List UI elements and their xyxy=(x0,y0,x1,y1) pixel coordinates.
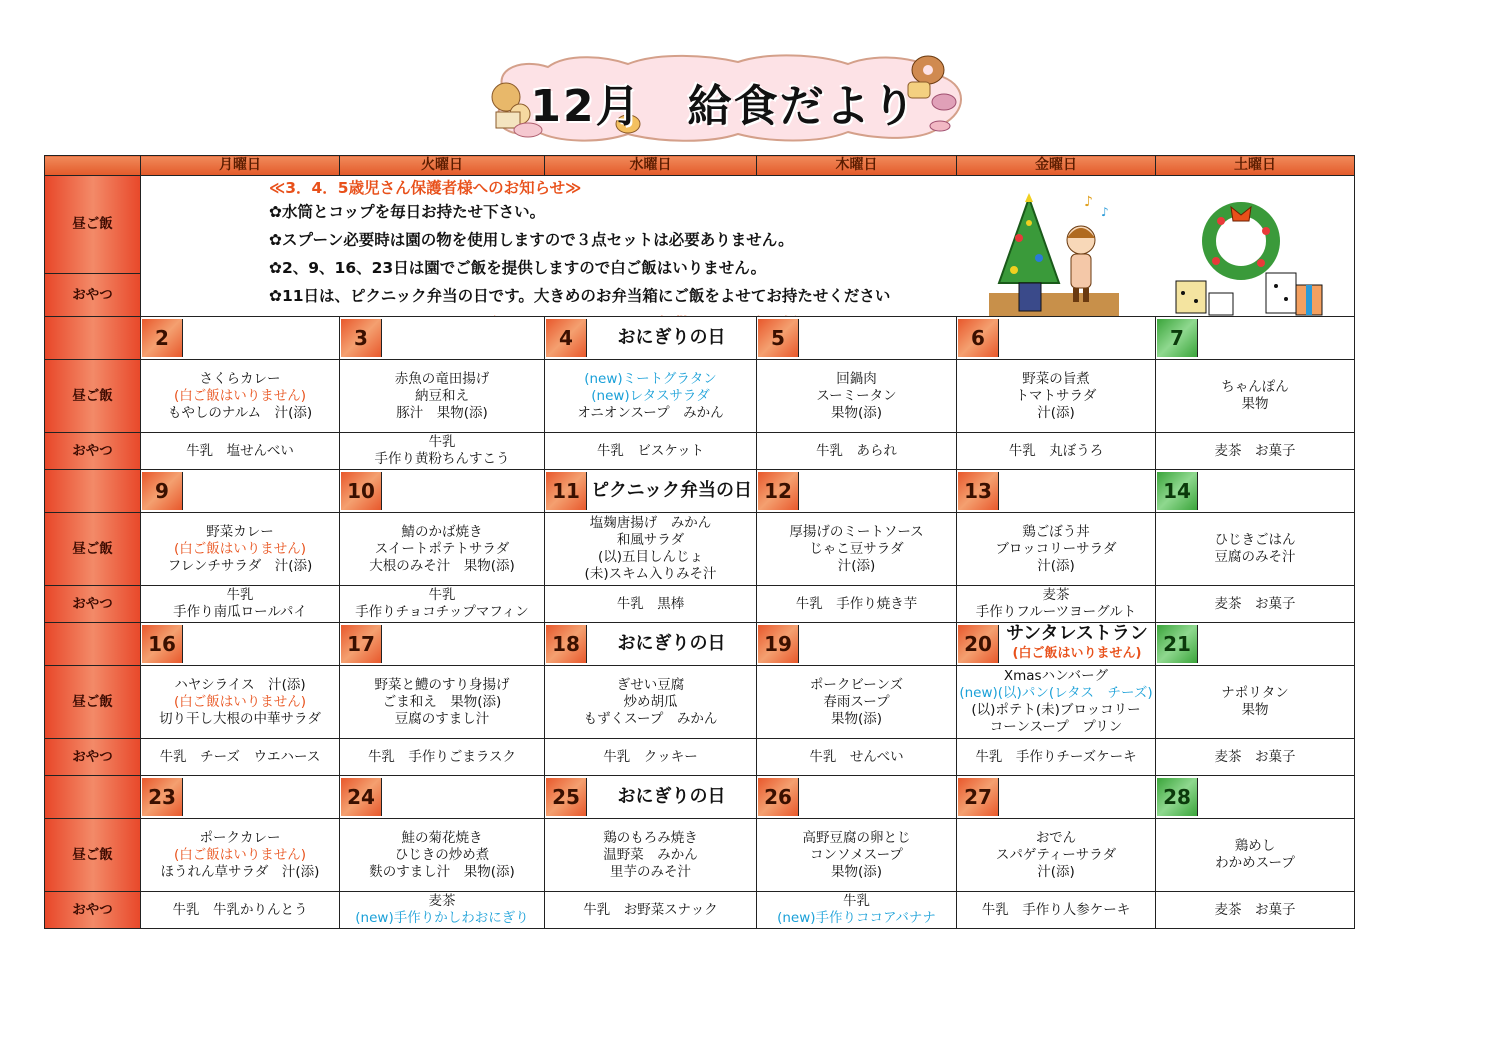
lunch-menu-item: スイートポテトサラダ xyxy=(374,540,510,557)
row-label-lunch: 昼ご飯 xyxy=(45,360,141,433)
lunch-menu-item: 厚揚げのミートソース xyxy=(789,523,924,540)
snack-row xyxy=(45,433,1355,470)
snack-menu-cell xyxy=(340,586,545,623)
wreath-icon xyxy=(1171,201,1331,317)
lunch-menu-cell xyxy=(141,666,340,739)
lunch-menu-item: 納豆和え xyxy=(415,387,469,404)
snack-menu-cell xyxy=(141,892,340,929)
lunch-menu-item: (new)(以)パン(レタス チーズ) xyxy=(959,685,1153,701)
lunch-menu-item: 和風サラダ xyxy=(616,532,685,548)
lunch-menu-item: オニオンスープ みかん xyxy=(577,404,724,421)
date-number: 5 xyxy=(758,319,799,357)
day-cell xyxy=(1156,623,1355,666)
snack-menu-cell xyxy=(141,586,340,623)
snack-menu-cell xyxy=(757,433,957,470)
day-header xyxy=(1156,776,1354,818)
snack-menu-item: (new)手作りココアバナナ xyxy=(777,910,936,926)
day-header xyxy=(757,776,956,818)
lunch-row xyxy=(45,819,1355,892)
lunch-menu-item: 鯖のかば焼き xyxy=(401,523,483,540)
day-cell xyxy=(957,317,1156,360)
lunch-menu-item: ぎせい豆腐 xyxy=(616,676,685,693)
weekday-thursday: 木曜日 xyxy=(757,156,957,176)
notice-item: ✿2、9、16、23日は園でご飯を提供しますので白ご飯はいりません。 xyxy=(269,259,767,277)
snack-menu-cell xyxy=(545,586,757,623)
snack-menu-item: 麦茶 xyxy=(1042,587,1070,603)
day-header xyxy=(957,317,1155,359)
lunch-menu-item: (未)スキム入りみそ汁 xyxy=(584,566,717,582)
svg-text:♪: ♪ xyxy=(1084,194,1093,210)
day-cell xyxy=(1156,470,1355,513)
lunch-menu-item: 汁(添) xyxy=(1037,557,1075,574)
notice-item: ✿水筒とコップを毎日お持たせ下さい。 xyxy=(269,203,546,221)
day-header xyxy=(957,470,1155,512)
lunch-menu-item: じゃこ豆サラダ xyxy=(809,540,904,557)
event-title: ピクニック弁当の日 xyxy=(591,480,752,501)
snack-menu-item: 牛乳 牛乳かりんとう xyxy=(172,901,308,918)
event-title: おにぎりの日 xyxy=(617,327,726,348)
day-header xyxy=(957,776,1155,818)
day-cell xyxy=(545,470,757,513)
day-cell xyxy=(545,317,757,360)
snack-menu-item: 牛乳 手作り人参ケーキ xyxy=(981,901,1131,918)
day-header xyxy=(1156,623,1354,665)
lunch-menu-item: スパゲティーサラダ xyxy=(995,846,1117,863)
day-cell xyxy=(957,623,1156,666)
day-cell xyxy=(340,470,545,513)
lunch-menu-item: 高野豆腐の卵とじ xyxy=(802,829,911,846)
snack-menu-item: 手作り南瓜ロールパイ xyxy=(173,604,307,620)
lunch-menu-item: コーンスープ プリン xyxy=(989,719,1123,735)
lunch-menu-cell xyxy=(340,819,545,892)
day-cell xyxy=(340,776,545,819)
lunch-menu-item: (new)レタスサラダ xyxy=(591,387,710,404)
day-header xyxy=(545,317,756,359)
lunch-menu-item: (以)ポテト(未)ブロッコリー xyxy=(971,702,1141,718)
lunch-menu-item: 大根のみそ汁 果物(添) xyxy=(369,557,515,574)
snack-menu-cell xyxy=(141,433,340,470)
lunch-menu-cell xyxy=(340,360,545,433)
lunch-menu-item: (白ご飯はいりません) xyxy=(173,540,307,557)
lunch-menu-cell xyxy=(545,513,757,586)
snack-menu-item: 牛乳 黒棒 xyxy=(616,595,685,612)
weekday-header-row xyxy=(45,156,1355,176)
row-label-lunch: 昼ご飯 xyxy=(45,666,141,739)
lunch-menu-cell xyxy=(1156,666,1355,739)
notice-highlight xyxy=(269,310,969,317)
lunch-menu-cell xyxy=(545,819,757,892)
lunch-menu-cell xyxy=(141,513,340,586)
lunch-row xyxy=(45,666,1355,739)
lunch-menu-item: もずくスープ みかん xyxy=(583,710,718,727)
lunch-menu-cell xyxy=(957,513,1156,586)
lunch-menu-cell xyxy=(545,360,757,433)
snack-menu-cell xyxy=(1156,739,1355,776)
date-number: 24 xyxy=(341,778,382,816)
snack-menu-item: 麦茶 お菓子 xyxy=(1214,901,1296,918)
day-cell xyxy=(141,470,340,513)
row-label-snack: おやつ xyxy=(45,274,141,317)
date-number: 11 xyxy=(546,472,587,510)
day-cell xyxy=(1156,317,1355,360)
day-header xyxy=(1156,317,1354,359)
date-number: 23 xyxy=(142,778,183,816)
date-row xyxy=(45,317,1355,360)
lunch-menu-item: 果物 xyxy=(1241,396,1269,412)
day-header xyxy=(340,470,544,512)
day-event xyxy=(587,787,756,807)
row-label-blank xyxy=(45,776,141,819)
snack-menu-cell xyxy=(1156,892,1355,929)
day-header xyxy=(957,623,1155,665)
lunch-menu-item: 切り干し大根の中華サラダ xyxy=(159,710,321,727)
lunch-menu-item: Xmasハンバーグ xyxy=(1003,668,1109,684)
lunch-menu-item: フレンチサラダ 汁(添) xyxy=(167,557,313,574)
row-label-blank xyxy=(45,317,141,360)
snack-menu-cell xyxy=(340,892,545,929)
lunch-menu-item: ごま和え 果物(添) xyxy=(382,693,502,710)
day-event xyxy=(587,328,756,348)
lunch-menu-item: コンソメスープ xyxy=(810,846,903,863)
snack-menu-item: 牛乳 xyxy=(226,587,254,603)
lunch-menu-item: もやしのナルム 汁(添) xyxy=(167,404,313,421)
weekday-friday: 金曜日 xyxy=(957,156,1156,176)
lunch-menu-item: 鶏ごぼう丼 xyxy=(1022,523,1090,540)
lunch-menu-item: わかめスープ xyxy=(1215,855,1295,871)
snack-menu-item: 麦茶 xyxy=(428,893,456,909)
snack-menu-item: 牛乳 手作りごまラスク xyxy=(367,748,517,765)
day-cell xyxy=(545,623,757,666)
header-corner xyxy=(45,156,141,176)
day-header xyxy=(757,623,956,665)
date-number: 16 xyxy=(142,625,183,663)
day-header xyxy=(545,470,756,512)
snack-menu-cell xyxy=(545,892,757,929)
snack-menu-item: 牛乳 ビスケット xyxy=(596,442,705,459)
lunch-menu-item: スーミータン xyxy=(816,387,897,404)
row-label-snack: おやつ xyxy=(45,739,141,776)
day-cell xyxy=(757,470,957,513)
lunch-menu-item: 野菜カレー xyxy=(206,523,274,540)
snack-menu-cell xyxy=(757,892,957,929)
notice-item: ✿11日は、ピクニック弁当の日です。大きめのお弁当箱にご飯をよせてお持たせください xyxy=(269,287,891,305)
snack-row xyxy=(45,586,1355,623)
svg-text:♪: ♪ xyxy=(1101,205,1109,219)
date-number: 18 xyxy=(546,625,587,663)
lunch-menu-cell xyxy=(340,666,545,739)
lunch-menu-item: (白ご飯はいりません) xyxy=(173,693,307,710)
snack-menu-cell xyxy=(340,739,545,776)
snack-menu-item: 麦茶 お菓子 xyxy=(1214,442,1296,459)
lunch-menu-item: ポークビーンズ xyxy=(809,676,904,693)
lunch-menu-cell xyxy=(957,666,1156,739)
snack-menu-cell xyxy=(957,433,1156,470)
notice-item: ✿スプーン必要時は園の物を使用しますので３点セットは必要ありません。 xyxy=(269,231,794,249)
lunch-row xyxy=(45,513,1355,586)
title-banner xyxy=(478,52,970,142)
snack-menu-cell xyxy=(957,739,1156,776)
day-cell xyxy=(141,623,340,666)
event-title: おにぎりの日 xyxy=(617,633,726,654)
date-number: 2 xyxy=(142,319,183,357)
lunch-menu-item: ブロッコリーサラダ xyxy=(995,540,1117,557)
day-header xyxy=(757,317,956,359)
snack-menu-item: 牛乳 せんべい xyxy=(809,748,904,765)
date-row xyxy=(45,776,1355,819)
lunch-menu-item: 汁(添) xyxy=(837,557,876,574)
snack-menu-item: 麦茶 お菓子 xyxy=(1214,748,1296,765)
date-number: 14 xyxy=(1157,472,1198,510)
lunch-menu-item: 果物(添) xyxy=(830,404,883,421)
snack-menu-item: 手作りフルーツヨーグルト xyxy=(975,604,1137,620)
lunch-menu-item: 春雨スープ xyxy=(823,693,890,710)
lunch-menu-item: 果物 xyxy=(1241,702,1269,718)
date-number: 17 xyxy=(341,625,382,663)
snack-menu-item: 牛乳 丸ぼうろ xyxy=(1008,442,1104,459)
lunch-menu-item: 汁(添) xyxy=(1037,404,1075,421)
lunch-menu-cell xyxy=(1156,360,1355,433)
snack-menu-cell xyxy=(957,586,1156,623)
lunch-menu-item: (以)五目しんじょ xyxy=(597,549,704,565)
lunch-menu-item: ほうれん草サラダ 汁(添) xyxy=(160,863,320,880)
day-cell xyxy=(340,317,545,360)
notice-box xyxy=(141,176,1355,317)
date-number: 12 xyxy=(758,472,799,510)
christmas-tree-icon xyxy=(989,188,1119,317)
day-header xyxy=(1156,470,1354,512)
day-header xyxy=(545,623,756,665)
date-number: 9 xyxy=(142,472,183,510)
lunch-menu-item: 野菜の旨煮 xyxy=(1022,370,1090,387)
date-number: 20 xyxy=(958,625,999,663)
snack-menu-cell xyxy=(545,433,757,470)
snack-menu-item: 牛乳 クッキー xyxy=(603,748,698,765)
lunch-menu-item: 豚汁 果物(添) xyxy=(396,404,488,421)
snack-menu-cell xyxy=(1156,433,1355,470)
lunch-menu-cell xyxy=(141,819,340,892)
lunch-row xyxy=(45,360,1355,433)
notice-lunch-row xyxy=(45,176,1355,274)
event-title: おにぎりの日 xyxy=(617,786,726,807)
lunch-menu-cell xyxy=(757,819,957,892)
weekday-wednesday: 水曜日 xyxy=(545,156,757,176)
lunch-menu-cell xyxy=(340,513,545,586)
lunch-menu-item: 塩麹唐揚げ みかん xyxy=(589,515,712,531)
day-cell xyxy=(141,317,340,360)
notice-heading: ≪3．4．5歳児さん保護者様へのお知らせ≫ xyxy=(269,179,582,197)
date-number: 6 xyxy=(958,319,999,357)
day-header xyxy=(141,317,339,359)
lunch-menu-cell xyxy=(757,513,957,586)
child-icon xyxy=(1067,226,1095,302)
lunch-menu-item: ひじきの炒め煮 xyxy=(394,846,490,863)
snack-menu-cell xyxy=(1156,586,1355,623)
snack-menu-item: 牛乳 xyxy=(428,587,456,603)
lunch-menu-item: ひじきごはん xyxy=(1214,532,1296,548)
lunch-menu-item: 豆腐のみそ汁 xyxy=(1214,549,1296,565)
lunch-menu-cell xyxy=(1156,513,1355,586)
row-label-lunch: 昼ご飯 xyxy=(45,176,141,274)
lunch-menu-cell xyxy=(957,819,1156,892)
snack-menu-cell xyxy=(957,892,1156,929)
day-event xyxy=(999,624,1155,664)
day-header xyxy=(340,776,544,818)
snack-menu-item: 牛乳 お野菜スナック xyxy=(583,901,718,918)
event-title: サンタレストラン xyxy=(1006,623,1148,644)
date-number: 10 xyxy=(341,472,382,510)
weekday-tuesday: 火曜日 xyxy=(340,156,545,176)
snack-menu-item: 牛乳 xyxy=(843,893,870,909)
date-number: 3 xyxy=(341,319,382,357)
snack-menu-item: 手作り黄粉ちんすこう xyxy=(374,451,510,467)
snack-menu-cell xyxy=(545,739,757,776)
lunch-menu-item: 果物(添) xyxy=(830,863,883,880)
date-number: 7 xyxy=(1157,319,1198,357)
snack-row xyxy=(45,739,1355,776)
day-cell xyxy=(957,470,1156,513)
snack-menu-item: (new)手作りかしわおにぎり xyxy=(355,910,529,926)
snack-menu-cell xyxy=(757,739,957,776)
row-label-blank xyxy=(45,623,141,666)
day-cell xyxy=(1156,776,1355,819)
date-number: 25 xyxy=(546,778,587,816)
lunch-menu-item: ポークカレー xyxy=(199,829,281,846)
weekday-monday: 月曜日 xyxy=(141,156,340,176)
date-row xyxy=(45,470,1355,513)
lunch-menu-cell xyxy=(545,666,757,739)
date-number: 28 xyxy=(1157,778,1198,816)
row-label-blank xyxy=(45,470,141,513)
day-header xyxy=(141,776,339,818)
lunch-menu-item: (白ご飯はいりません) xyxy=(173,846,307,863)
lunch-menu-item: ハヤシライス 汁(添) xyxy=(174,676,306,693)
lunch-menu-item: (白ご飯はいりません) xyxy=(173,387,307,404)
day-cell xyxy=(757,317,957,360)
lunch-menu-item: おでん xyxy=(1035,829,1077,846)
lunch-menu-cell xyxy=(1156,819,1355,892)
snack-row xyxy=(45,892,1355,929)
day-header xyxy=(340,317,544,359)
day-header xyxy=(545,776,756,818)
lunch-menu-item: 温野菜 みかん xyxy=(603,846,698,863)
day-cell xyxy=(757,776,957,819)
snack-menu-item: 麦茶 お菓子 xyxy=(1214,595,1296,612)
snack-menu-cell xyxy=(757,586,957,623)
date-number: 21 xyxy=(1157,625,1198,663)
day-cell xyxy=(957,776,1156,819)
date-row xyxy=(45,623,1355,666)
snack-menu-item: 手作りチョコチップマフィン xyxy=(355,604,529,620)
date-number: 26 xyxy=(758,778,799,816)
day-header xyxy=(141,470,339,512)
snack-menu-cell xyxy=(340,433,545,470)
snack-menu-item: 牛乳 チーズ ウエハース xyxy=(159,748,321,765)
date-number: 4 xyxy=(546,319,587,357)
day-event xyxy=(587,634,756,654)
row-label-lunch: 昼ご飯 xyxy=(45,513,141,586)
lunch-menu-item: さくらカレー xyxy=(199,370,281,387)
date-number: 19 xyxy=(758,625,799,663)
lunch-menu-item: 汁(添) xyxy=(1037,863,1075,880)
lunch-menu-item: 赤魚の竜田揚げ xyxy=(394,370,490,387)
notice-text xyxy=(269,178,969,317)
lunch-menu-item: 回鍋肉 xyxy=(836,370,877,387)
lunch-menu-item: 鮭の菊花焼き xyxy=(401,829,483,846)
snack-menu-item: 牛乳 塩せんべい xyxy=(186,442,294,459)
day-cell xyxy=(545,776,757,819)
lunch-menu-item: 炒め胡瓜 xyxy=(623,693,678,710)
lunch-menu-item: 野菜と鱧のすり身揚げ xyxy=(374,676,510,693)
lunch-menu-item: 麩のすまし汁 果物(添) xyxy=(369,863,515,880)
lunch-menu-cell xyxy=(757,666,957,739)
lunch-menu-item: 豆腐のすまし汁 xyxy=(394,710,490,727)
menu-calendar xyxy=(44,155,1355,929)
snack-menu-item: 牛乳 手作りチーズケーキ xyxy=(975,748,1137,765)
snack-menu-cell xyxy=(141,739,340,776)
day-header xyxy=(141,623,339,665)
day-cell xyxy=(141,776,340,819)
row-label-lunch: 昼ご飯 xyxy=(45,819,141,892)
row-label-snack: おやつ xyxy=(45,892,141,929)
lunch-menu-item: 鶏のもろみ焼き xyxy=(603,829,698,846)
lunch-menu-item: 鶏めし xyxy=(1234,838,1276,854)
date-number: 27 xyxy=(958,778,999,816)
snack-menu-item: 牛乳 手作り焼き芋 xyxy=(795,595,918,612)
lunch-menu-cell xyxy=(141,360,340,433)
lunch-menu-item: ちゃんぽん xyxy=(1221,379,1289,395)
lunch-menu-item: (new)ミートグラタン xyxy=(584,370,717,387)
day-cell xyxy=(757,623,957,666)
event-subtitle: (白ご飯はいりません) xyxy=(1012,646,1142,661)
lunch-menu-item: ナポリタン xyxy=(1221,685,1289,701)
page-title: 12月 給食だより xyxy=(530,81,918,132)
weekday-saturday: 土曜日 xyxy=(1156,156,1355,176)
snack-menu-item: 牛乳 あられ xyxy=(816,442,897,459)
lunch-menu-cell xyxy=(757,360,957,433)
day-header xyxy=(340,623,544,665)
gift-box-icon xyxy=(1176,273,1322,315)
row-label-snack: おやつ xyxy=(45,586,141,623)
lunch-menu-item: 里芋のみそ汁 xyxy=(610,863,691,880)
lunch-menu-item: 果物(添) xyxy=(830,710,883,727)
day-header xyxy=(757,470,956,512)
lunch-menu-item: トマトサラダ xyxy=(1015,387,1097,404)
day-cell xyxy=(340,623,545,666)
lunch-menu-cell xyxy=(957,360,1156,433)
day-event xyxy=(587,481,756,501)
snack-menu-item: 牛乳 xyxy=(428,434,456,450)
row-label-snack: おやつ xyxy=(45,433,141,470)
date-number: 13 xyxy=(958,472,999,510)
